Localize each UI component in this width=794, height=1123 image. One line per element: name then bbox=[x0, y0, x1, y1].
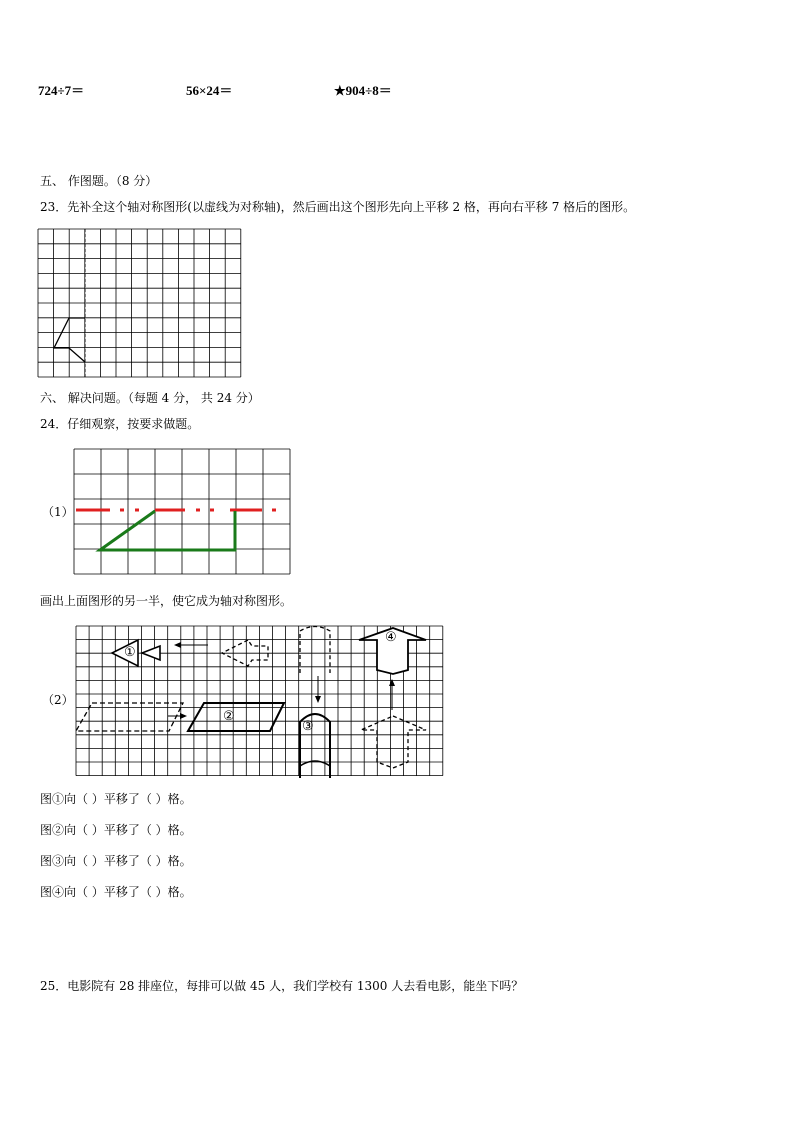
fill-line-3: 图③向（ ）平移了（ ）格。 bbox=[40, 854, 192, 868]
question-25: 25．电影院有 28 排座位，每排可以做 45 人，我们学校有 1300 人去看电影，能坐下吗？ bbox=[40, 979, 524, 993]
fill-line-1: 图①向（ ）平移了（ ）格。 bbox=[40, 792, 192, 806]
symmetry-instruction: 画出上面图形的另一半，使它成为轴对称图形。 bbox=[40, 594, 293, 608]
shape-label-2: ② bbox=[223, 709, 235, 724]
fill-line-2: 图②向（ ）平移了（ ）格。 bbox=[40, 823, 192, 837]
section-6-heading: 六、 解决问题。（每题 4 分， 共 24 分） bbox=[40, 391, 260, 405]
shape-label-4: ④ bbox=[385, 630, 397, 645]
section-5-heading: 五、 作图题。（8 分） bbox=[40, 174, 158, 188]
calc-expression-2: 56×24＝ bbox=[186, 83, 233, 98]
shape-label-3: ③ bbox=[302, 719, 314, 734]
shape-label-1: ① bbox=[124, 645, 136, 660]
green-half-shape bbox=[100, 511, 235, 550]
calc-expression-1: 724÷7＝ bbox=[38, 83, 85, 98]
fill-line-4: 图④向（ ）平移了（ ）格。 bbox=[40, 885, 192, 899]
calc-expression-3: ★904÷8＝ bbox=[334, 83, 392, 98]
question-24: 24．仔细观察，按要求做题。 bbox=[40, 417, 200, 431]
part-2-label: （2） bbox=[42, 693, 74, 707]
arrow-2-head bbox=[180, 713, 187, 719]
question-23: 23．先补全这个轴对称图形(以虚线为对称轴)，然后画出这个图形先向上平移 2 格，再向右平移 7 格后的图形。 bbox=[40, 200, 636, 214]
part-1-label: （1） bbox=[42, 505, 74, 519]
arrow-3-head bbox=[315, 696, 321, 703]
arrow-1-head bbox=[174, 642, 181, 648]
shape-1-tail bbox=[142, 646, 160, 660]
shape-3-dashed bbox=[300, 627, 330, 674]
